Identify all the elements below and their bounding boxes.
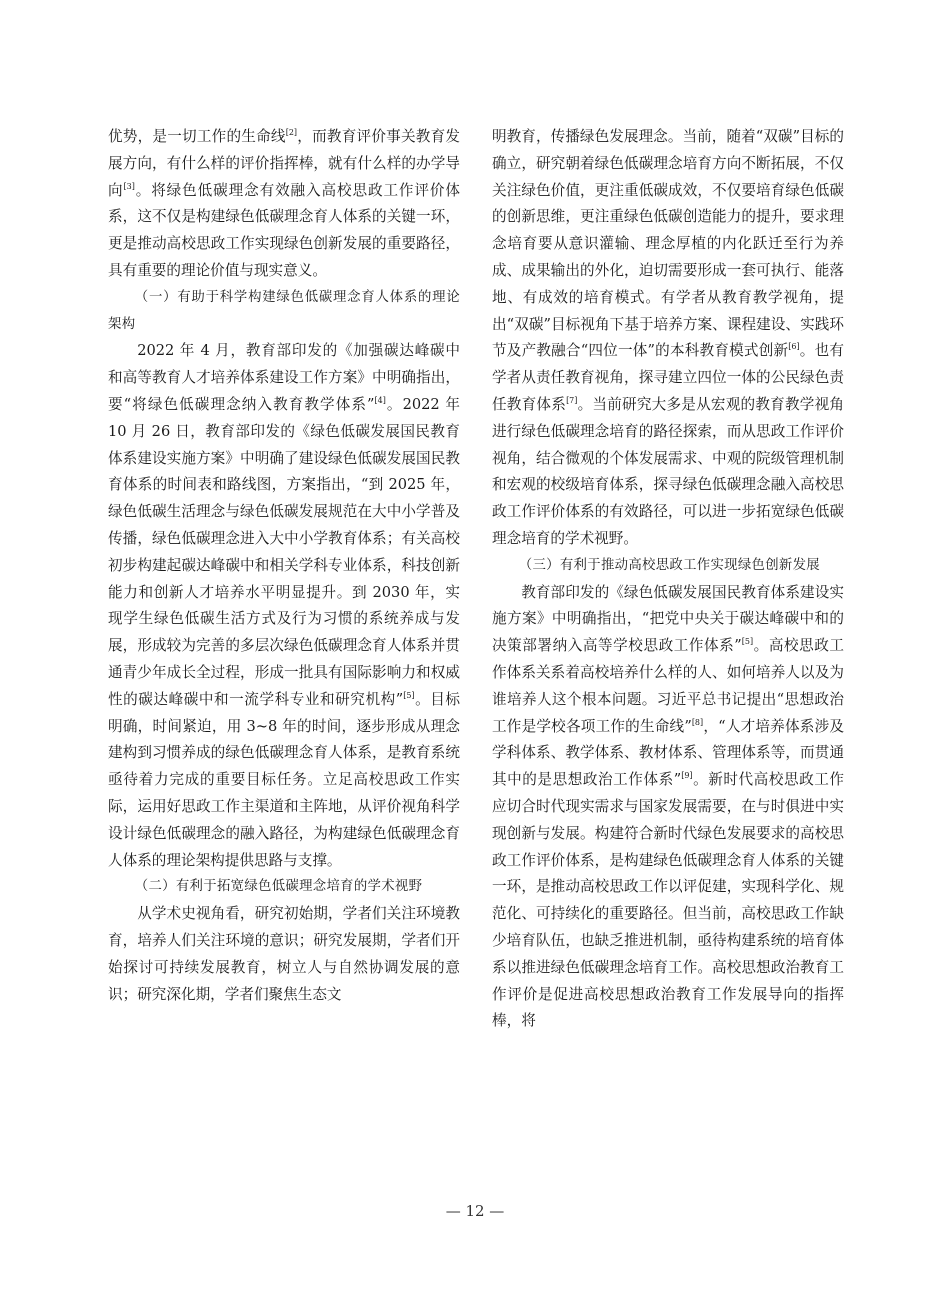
right-column [492,124,844,1035]
citation-ref: [6] [788,342,800,352]
section-heading: （三）有利于推动高校思政工作实现绿色创新发展 [518,557,820,573]
left-column [108,124,460,1008]
paragraph: 教育部印发的《绿色低碳发展国民教育体系建设实施方案》中明确指出，“把党中央关于碳达峰碳中和的决策部署纳入高等学校思政工作体系”[5]。高校思政工作体系关系着高校培养什么样的人、如何培养人以及为谁培养人这个根本问题。习近平总书记提出“思想政治工作是学校各项工作的生命线”[8]，“人才培养体系涉及学科体系、教学体系、教材体系、管理体系等，而贯通其中的是思想政治工作体系”[9]。新时代高校思政工作应切合时代现实需求与国家发展需要，在与时俱进中实现创新与发展。构建符合新时代绿色发展要求的高校思政工作评价体系，是构建绿色低碳理念育人体系的关键一环，是推动高校思政工作以评促建，实现科学化、规范化、可持续化的重要路径。但当前，高校思政工作缺少培育队伍，也缺乏推进机制，亟待构建系统的培育体系以推进绿色低碳理念培育工作。高校思想政治教育工作评价是促进高校思想政治教育工作发展导向的指挥棒，将 [492,583,844,1030]
paragraph: 明教育，传播绿色发展理念。当前，随着“双碳”目标的确立，研究朝着绿色低碳理念培育方向不断拓展，不仅关注绿色价值，更注重低碳成效，不仅要培育绿色低碳的创新思维，更注重绿色低碳创造能力的提升，要求理念培育要从意识灌输、理念厚植的内化跃迁至行为养成、成果输出的外化，迫切需要形成一套可执行、能落地、有成效的培育模式。有学者从教育教学视角，提出“双碳”目标视角下基于培养方案、课程建设、实践环节及产教融合“四位一体”的本科教育模式创新[6]。也有学者从责任教育视角，探寻建立四位一体的公民绿色责任教育体系[7]。当前研究大多是从宏观的教育教学视角进行绿色低碳理念培育的路径探索，而从思政工作评价视角，结合微观的个体发展需求、中观的院级管理机制和宏观的校级培育体系，探寻绿色低碳理念融入高校思政工作评价体系的有效路径，可以进一步拓宽绿色低碳理念培育的学术视野。 [492,128,844,547]
citation-ref: [7] [566,396,578,406]
section-heading: （一）有助于科学构建绿色低碳理念育人体系的理论架构 [108,289,460,332]
citation-ref: [5] [741,637,754,647]
page-number: — 12 — [445,1202,505,1220]
citation-ref: [8] [691,717,704,727]
citation-ref: [9] [681,771,693,781]
citation-ref: [2] [285,128,298,138]
paragraph: 2022 年 4 月，教育部印发的《加强碳达峰碳中和高等教育人才培养体系建设工作方案》中明确指出，要“将绿色低碳理念纳入教育教学体系”[4]。2022 年 10 月 26 日，教育部印发的《绿色低碳发展国民教育体系建设实施方案》中明确了建设绿色低碳发展国民教育体系的时间表和路线图，方案指出，“到 2025 年，绿色低碳生活理念与绿色低碳发展规范在大中小学普及传播，绿色低碳理念进入大中小学教育体系；有关高校初步构建起碳达峰碳中和相关学科专业体系，科技创新能力和创新人才培养水平明显提升。到 2030 年，实现学生绿色低碳生活方式及行为习惯的系统养成与发展，形成较为完善的多层次绿色低碳理念育人体系并贯通青少年成长全过程，形成一批具有国际影响力和权威性的碳达峰碳中和一流学科专业和研究机构”[5]。目标明确，时间紧迫，用 3~8 年的时间，逐步形成从理念建构到习惯养成的绿色低碳理念育人体系，是教育系统亟待着力完成的重要目标任务。立足高校思政工作实际，运用好思政工作主渠道和主阵地，从评价视角科学设计绿色低碳理念的融入路径，为构建绿色低碳理念育人体系的理论架构提供思路与支撑。 [108,342,460,869]
paragraph: 优势，是一切工作的生命线[2]，而教育评价事关教育发展方向，有什么样的评价指挥棒，就有什么样的办学导向[3]。将绿色低碳理念有效融入高校思政工作评价体系，这不仅是构建绿色低碳理念育人体系的关键一环，更是推动高校思政工作实现绿色创新发展的重要路径，具有重要的理论价值与现实意义。 [108,128,460,279]
paragraph: 从学术史视角看，研究初始期，学者们关注环境教育，培养人们关注环境的意识；研究发展期，学者们开始探讨可持续发展教育，树立人与自然协调发展的意识；研究深化期，学者们聚焦生态文 [108,905,460,1003]
citation-ref: [3] [123,181,135,191]
citation-ref: [4] [374,396,386,406]
citation-ref: [5] [403,690,415,700]
section-heading: （二）有利于拓宽绿色低碳理念培育的学术视野 [134,879,423,895]
